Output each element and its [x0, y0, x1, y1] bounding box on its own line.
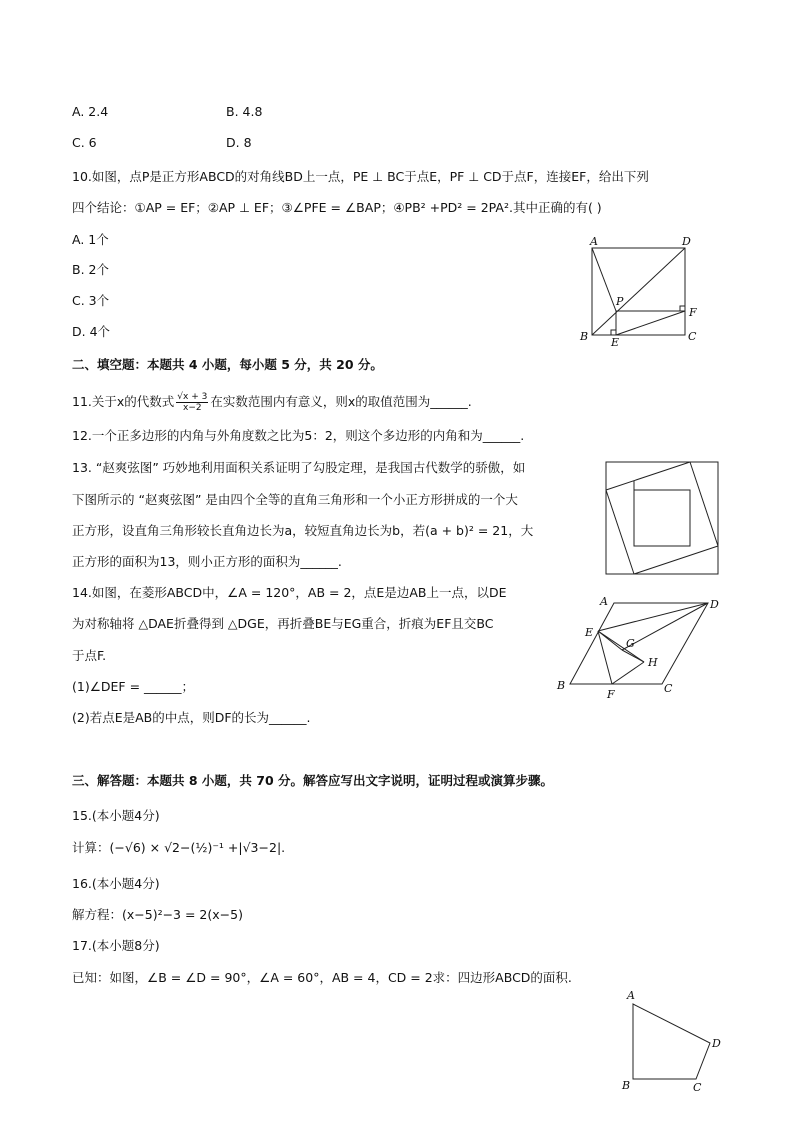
q14-line3: 于点F. — [72, 648, 107, 663]
q13-line3: 正方形，设直角三角形较长直角边长为a，较短直角边长为b，若(a + b)² = 21，大 — [72, 523, 534, 538]
q9-option-b: B. 4.8 — [226, 104, 263, 119]
q14-label-c: C — [664, 682, 673, 695]
q14-line2: 为对称轴将 △DAE折叠得到 △DGE，再折叠BE与EG重合，折痕为EF且交BC — [72, 616, 494, 631]
q10-label-d: D — [682, 235, 691, 248]
q14-label-h: H — [648, 656, 658, 669]
q14-line5: (2)若点E是AB的中点，则DF的长为______. — [72, 710, 311, 725]
q10-option-c: C. 3个 — [72, 293, 110, 308]
q10-stem-line2: 四个结论：①AP = EF；②AP ⊥ EF；③∠PFE = ∠BAP；④PB² +PD² = 2PA².其中正确的有( ) — [72, 200, 602, 215]
q10-option-d: D. 4个 — [72, 324, 111, 339]
q14-label-f: F — [607, 688, 615, 701]
q10-option-a: A. 1个 — [72, 232, 109, 247]
q11-frac-denominator: x−2 — [183, 403, 202, 413]
q17-label-d: D — [712, 1037, 721, 1050]
q15-body: 计算：(−√6) × √2−(½)⁻¹ +|√3−2|. — [72, 840, 286, 855]
q9-option-a: A. 2.4 — [72, 104, 109, 119]
q10-option-b: B. 2个 — [72, 262, 109, 277]
q11-prefix: 11.关于x的代数式 — [72, 394, 175, 409]
q16-title: 16.(本小题4分) — [72, 876, 160, 891]
q14-label-a: A — [600, 595, 608, 608]
q13-line4: 正方形的面积为13，则小正方形的面积为______. — [72, 554, 342, 569]
q10-label-c: C — [688, 330, 697, 343]
q17-title: 17.(本小题8分) — [72, 938, 160, 953]
section2-heading: 二、填空题：本题共 4 小题，每小题 5 分，共 20 分。 — [72, 357, 383, 372]
q9-option-d: D. 8 — [226, 135, 252, 150]
q10-label-p: P — [616, 295, 624, 308]
q14-label-e: E — [585, 626, 594, 639]
q11-suffix: 在实数范围内有意义，则x的取值范围为______. — [210, 394, 472, 409]
q15-title: 15.(本小题4分) — [72, 808, 160, 823]
q17-label-c: C — [693, 1081, 702, 1094]
q17-label-a: A — [627, 989, 635, 1002]
section3-heading: 三、解答题：本题共 8 小题，共 70 分。解答应写出文字说明，证明过程或演算步骤。 — [72, 773, 554, 788]
q10-label-a: A — [590, 235, 598, 248]
q14-line4: (1)∠DEF = ______； — [72, 679, 195, 694]
q14-label-d: D — [710, 598, 719, 611]
q13-line2: 下图所示的 “赵爽弦图” 是由四个全等的直角三角形和一个小正方形拼成的一个大 — [72, 492, 518, 507]
q17-body: 已知：如图，∠B = ∠D = 90°，∠A = 60°，AB = 4，CD = 2求：四边形ABCD的面积. — [72, 970, 572, 985]
q17-label-b: B — [622, 1079, 631, 1092]
q10-label-b: B — [580, 330, 589, 343]
q10-stem-line1: 10.如图，点P是正方形ABCD的对角线BD上一点，PE ⊥ BC于点E，PF ⊥ CD于点F，连接EF，给出下列 — [72, 169, 649, 184]
q10-label-e: E — [611, 336, 620, 349]
q11-frac-numerator: √x + 3 — [177, 392, 208, 402]
q14-label-b: B — [557, 679, 566, 692]
q9-option-c: C. 6 — [72, 135, 97, 150]
q14-line1: 14.如图，在菱形ABCD中，∠A = 120°，AB = 2，点E是边AB上一点，以DE — [72, 585, 507, 600]
q13-line1: 13. “赵爽弦图” 巧妙地利用面积关系证明了勾股定理，是我国古代数学的骄傲，如 — [72, 460, 526, 475]
q14-label-g: G — [626, 637, 635, 650]
q12-text: 12.一个正多边形的内角与外角度数之比为5：2，则这个多边形的内角和为______. — [72, 428, 525, 443]
q10-label-f: F — [689, 306, 697, 319]
q16-body: 解方程：(x−5)²−3 = 2(x−5) — [72, 907, 243, 922]
